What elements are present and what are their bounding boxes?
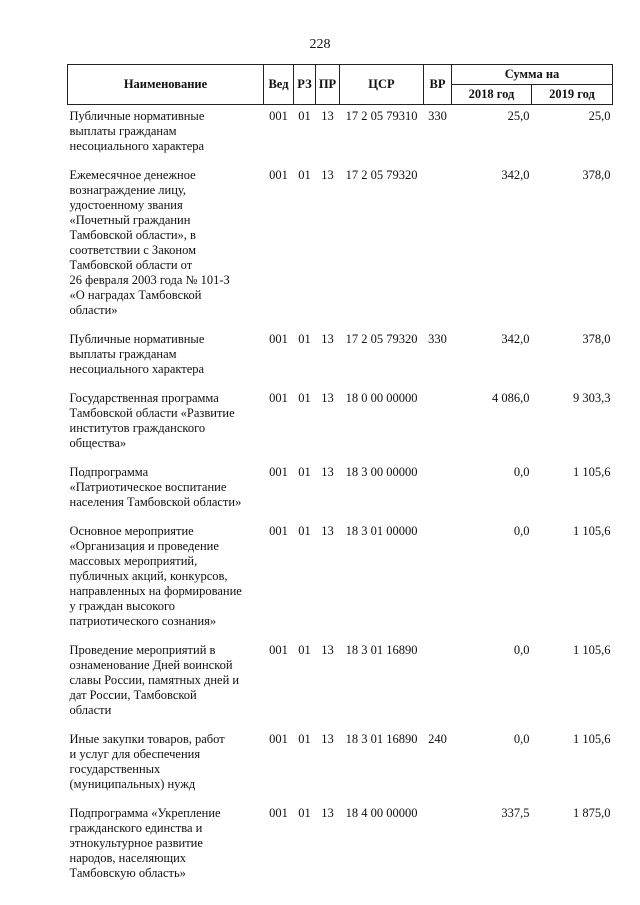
row-csr: 18 3 01 16890: [345, 643, 418, 657]
table-row: [68, 168, 613, 332]
header-csr: ЦСР: [340, 65, 424, 105]
row-vr: [424, 643, 452, 732]
row-vr: 330: [428, 332, 447, 346]
table-row: [68, 524, 613, 643]
table-row: [68, 332, 613, 391]
header-rz: РЗ: [294, 65, 316, 105]
row-sum-2018: 342,0: [501, 168, 530, 182]
header-sum: Сумма на: [452, 65, 613, 85]
budget-table: [67, 64, 613, 895]
row-pr: 13: [321, 732, 334, 746]
row-sum-2018: 337,5: [501, 806, 530, 820]
row-pr: 13: [321, 465, 334, 479]
table-row: [68, 643, 613, 732]
row-csr: 18 3 01 16890: [345, 732, 418, 746]
row-csr: 17 2 05 79310: [345, 109, 418, 123]
row-name: Подпрограмма «Укрепление гражданского единства и этнокультурное развитие народов, населяющих Тамбовскую область»: [69, 806, 221, 880]
row-ved: 001: [269, 524, 288, 538]
row-csr: 17 2 05 79320: [345, 332, 418, 346]
row-sum-2018: 342,0: [501, 332, 530, 346]
row-pr: 13: [321, 806, 334, 820]
row-csr: 18 0 00 00000: [345, 391, 418, 405]
row-name: Проведение мероприятий в ознаменование Дней воинской славы России, памятных дней и дат России, Тамбовской области: [69, 643, 240, 717]
row-pr: 13: [321, 391, 334, 405]
row-vr: [424, 465, 452, 524]
row-sum-2018: 25,0: [507, 109, 530, 123]
header-name: Наименование: [68, 65, 264, 105]
row-sum-2019: 378,0: [582, 168, 611, 182]
row-pr: 13: [321, 109, 334, 123]
row-pr: 13: [321, 643, 334, 657]
row-ved: 001: [269, 806, 288, 820]
row-csr: 17 2 05 79320: [345, 168, 418, 182]
table-row: [68, 806, 613, 895]
row-pr: 13: [321, 524, 334, 538]
row-name: Иные закупки товаров, работ и услуг для обеспечения государственных (муниципальных) нужд: [69, 732, 225, 791]
header-pr: ПР: [316, 65, 340, 105]
row-ved: 001: [269, 168, 288, 182]
header-row: [68, 65, 613, 85]
row-vr: [424, 168, 452, 332]
header-ved: Вед: [264, 65, 294, 105]
row-sum-2019: 1 105,6: [573, 524, 611, 538]
row-csr: 18 3 01 00000: [345, 524, 418, 538]
row-sum-2019: 9 303,3: [573, 391, 611, 405]
row-ved: 001: [269, 465, 288, 479]
table-row: [68, 465, 613, 524]
table-body: [68, 105, 613, 896]
row-ved: 001: [269, 332, 288, 346]
row-rz: 01: [298, 109, 311, 123]
row-sum-2019: 1 875,0: [573, 806, 611, 820]
row-ved: 001: [269, 109, 288, 123]
row-rz: 01: [298, 732, 311, 746]
row-sum-2019: 1 105,6: [573, 732, 611, 746]
row-sum-2019: 25,0: [588, 109, 611, 123]
row-name: Подпрограмма «Патриотическое воспитание населения Тамбовской области»: [69, 465, 242, 509]
header-year-2018: 2018 год: [452, 85, 532, 105]
table-row: [68, 732, 613, 806]
row-vr: 240: [428, 732, 447, 746]
row-rz: 01: [298, 643, 311, 657]
row-sum-2019: 1 105,6: [573, 643, 611, 657]
row-sum-2018: 0,0: [513, 524, 530, 538]
row-vr: [424, 806, 452, 895]
row-ved: 001: [269, 643, 288, 657]
row-csr: 18 4 00 00000: [345, 806, 418, 820]
row-vr: 330: [428, 109, 447, 123]
page-number: 228: [309, 37, 331, 52]
row-csr: 18 3 00 00000: [345, 465, 418, 479]
row-pr: 13: [321, 332, 334, 346]
header-year-2019: 2019 год: [532, 85, 613, 105]
table-row: [68, 105, 613, 169]
row-vr: [424, 524, 452, 643]
row-sum-2019: 378,0: [582, 332, 611, 346]
row-pr: 13: [321, 168, 334, 182]
row-rz: 01: [298, 332, 311, 346]
row-name: Ежемесячное денежное вознаграждение лицу, удостоенному звания «Почетный гражданин Тамбовской области», в соответствии с Законом Тамбовской области от 26 февраля 2003 года № 101-З «О наградах Тамбовской области»: [69, 168, 230, 317]
row-name: Публичные нормативные выплаты гражданам несоциального характера: [69, 332, 205, 376]
row-ved: 001: [269, 732, 288, 746]
row-rz: 01: [298, 168, 311, 182]
row-sum-2018: 4 086,0: [492, 391, 530, 405]
row-rz: 01: [298, 806, 311, 820]
row-rz: 01: [298, 391, 311, 405]
row-vr: [424, 391, 452, 465]
row-rz: 01: [298, 524, 311, 538]
row-sum-2018: 0,0: [513, 643, 530, 657]
row-rz: 01: [298, 465, 311, 479]
row-name: Публичные нормативные выплаты гражданам несоциального характера: [69, 109, 205, 153]
row-name: Основное мероприятие «Организация и проведение массовых мероприятий, публичных акций, конкурсов, направленных на формирование у граждан высокого патриотического сознания»: [69, 524, 242, 628]
row-ved: 001: [269, 391, 288, 405]
row-sum-2019: 1 105,6: [573, 465, 611, 479]
row-name: Государственная программа Тамбовской области «Развитие институтов гражданского общества»: [69, 391, 235, 450]
row-sum-2018: 0,0: [513, 465, 530, 479]
header-vr: ВР: [424, 65, 452, 105]
row-sum-2018: 0,0: [513, 732, 530, 746]
table-row: [68, 391, 613, 465]
